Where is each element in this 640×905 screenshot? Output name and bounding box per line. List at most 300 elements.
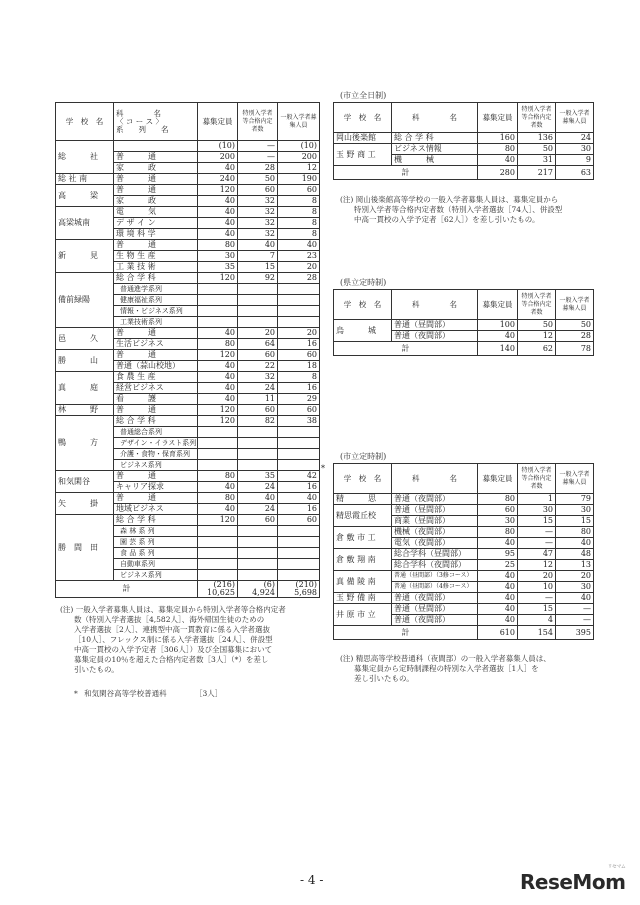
cell-gen: —	[556, 615, 594, 626]
cell-cap: 40	[198, 229, 238, 240]
cell-gen: 15	[556, 516, 594, 527]
footnote-mark: *	[74, 689, 78, 698]
cell-gen: 40	[278, 240, 320, 251]
school-name: 邑 久	[56, 328, 114, 350]
total-gen: 78	[556, 342, 594, 356]
footnote-value: ［3人］	[195, 689, 223, 698]
cell-gen: 16	[278, 383, 320, 394]
note-line: 入学者選抜［2人］、連携型中高一貫教育に係る入学者選抜	[74, 625, 271, 634]
table-row	[334, 144, 594, 155]
school-name: 倉 敷 市 工	[334, 527, 392, 549]
cell-sp: 136	[518, 133, 556, 144]
course-name: デザイン・イラスト系列	[114, 438, 198, 449]
cell-sp: 50	[518, 320, 556, 331]
cell-cap: 40	[478, 593, 518, 604]
school-name: 玉 野 商 工	[334, 144, 392, 166]
footnote-text: 和気閑谷高等学校普通科	[84, 689, 167, 698]
school-name: 岡山後楽館	[334, 133, 392, 144]
cell-sp	[238, 306, 278, 317]
col-special-header: 特別入学者等合格内定者数	[518, 290, 556, 320]
school-name: 精 思	[334, 494, 392, 505]
course-name: 普 通	[114, 328, 198, 339]
course-name: 普 通	[114, 152, 198, 163]
cell-sp: 12	[518, 331, 556, 342]
pref-parttime-table	[333, 289, 594, 356]
cell-gen: 8	[278, 229, 320, 240]
cell-sp: 32	[238, 196, 278, 207]
school-name: 林 野	[56, 405, 114, 416]
cell-cap: 80	[478, 527, 518, 538]
table-row	[56, 493, 320, 504]
cell-gen: 60	[278, 515, 320, 526]
course-name: 家 政	[114, 163, 198, 174]
total-cap: 610	[478, 626, 518, 640]
cell-sp	[238, 537, 278, 548]
cell-cap	[198, 559, 238, 570]
cell-gen: 8	[278, 207, 320, 218]
cell-gen	[278, 427, 320, 438]
cell-sp	[238, 526, 278, 537]
cell-gen: 29	[278, 394, 320, 405]
total-gen: 395	[556, 626, 594, 640]
cell-cap: 120	[198, 350, 238, 361]
cell-gen: 60	[278, 185, 320, 196]
cell-sp: —	[238, 152, 278, 163]
course-name: 総 合 学 科	[114, 515, 198, 526]
table-row	[334, 593, 594, 604]
cell-gen: 38	[278, 416, 320, 427]
cell-gen: 20	[556, 571, 594, 582]
cell-cap: 40	[478, 538, 518, 549]
cell-sp: 15	[518, 516, 556, 527]
cell-gen: 190	[278, 174, 320, 185]
total-special: (6) 4,924	[238, 581, 278, 598]
note-line: (注) 精思高等学校普通科（夜間部）の一般入学者募集人員は、	[340, 654, 551, 663]
cell-sp: 10	[518, 582, 556, 593]
school-name: 高梁城南	[56, 207, 114, 240]
course-name: 普通（夜間部）	[392, 494, 478, 505]
course-name: 環 境 科 学	[114, 229, 198, 240]
cell-sp	[238, 570, 278, 581]
col-capacity-header: 募集定員	[478, 290, 518, 320]
cell-cap: 40	[198, 504, 238, 515]
total-sp: 217	[518, 166, 556, 180]
table-row	[56, 240, 320, 251]
table-row	[334, 320, 594, 331]
school-name: 新 見	[56, 240, 114, 273]
cell-gen	[278, 537, 320, 548]
cell-sp	[238, 317, 278, 328]
cell-sp: 60	[238, 405, 278, 416]
course-name: 普 通	[114, 493, 198, 504]
resemom-logo: ReseMom リセマム	[520, 864, 626, 894]
course-name: 普通（蒜山校地）	[114, 361, 198, 372]
page-number: - 4 -	[300, 873, 324, 887]
cell-sp: 50	[518, 144, 556, 155]
cell-cap	[198, 449, 238, 460]
total-capacity: (216) 10,625	[198, 581, 238, 598]
course-name: 介護・食物・保育系列	[114, 449, 198, 460]
note-line: 差し引いたもの。	[354, 674, 414, 683]
cell-gen: 50	[556, 320, 594, 331]
cell-cap: 25	[478, 560, 518, 571]
cell-gen	[278, 559, 320, 570]
cell-sp: 35	[238, 471, 278, 482]
city-fulltime-caption: (市立全日制)	[340, 91, 387, 100]
cell-gen: 16	[278, 339, 320, 350]
cell-cap: 80	[478, 494, 518, 505]
cell-gen	[278, 526, 320, 537]
col-course-header: 科 名	[392, 290, 478, 320]
table-row	[334, 133, 594, 144]
course-name: 電気（夜間部）	[392, 538, 478, 549]
cell-sp: 24	[238, 482, 278, 493]
cell-cap: 40	[198, 394, 238, 405]
course-name: 経営ビジネス	[114, 383, 198, 394]
cell-cap	[198, 427, 238, 438]
cell-cap: 120	[198, 405, 238, 416]
cell-cap	[198, 570, 238, 581]
course-name: ビジネス系列	[114, 570, 198, 581]
cell-cap: 120	[198, 515, 238, 526]
table-row	[56, 350, 320, 361]
cell-cap: 30	[478, 516, 518, 527]
cell-gen: 80	[556, 527, 594, 538]
note-line: ［10人］、フレックス制に係る入学者選抜［24人］、併設型	[74, 635, 273, 644]
course-name: 自動車系列	[114, 559, 198, 570]
col-general-header: 一般入学者募集人員	[278, 103, 320, 141]
cell-cap: 40	[198, 163, 238, 174]
cell-sp: 15	[518, 604, 556, 615]
course-name: 森 林 系 列	[114, 526, 198, 537]
cell-sp: —	[518, 593, 556, 604]
table-row	[56, 185, 320, 196]
course-name: 総 合 学 科	[114, 416, 198, 427]
total-label: 計	[334, 626, 478, 640]
cell-gen: (10)	[278, 141, 320, 152]
cell-gen: 28	[278, 273, 320, 284]
cell-sp: 82	[238, 416, 278, 427]
course-name: 電 気	[114, 207, 198, 218]
school-name: 玉 野 備 南	[334, 593, 392, 604]
cell-gen: 40	[278, 493, 320, 504]
cell-cap: 40	[478, 604, 518, 615]
course-name: ビジネス系列	[114, 460, 198, 471]
footnote-star-marker: *	[321, 464, 325, 473]
col-capacity-header: 募集定員	[478, 464, 518, 494]
course-name: 普通進学系列	[114, 284, 198, 295]
cell-gen: 18	[278, 361, 320, 372]
cell-sp	[238, 449, 278, 460]
table-row	[334, 571, 594, 582]
cell-sp: 50	[238, 174, 278, 185]
cell-cap: 40	[198, 482, 238, 493]
course-name: 健康福祉系列	[114, 295, 198, 306]
school-name: 真 庭	[56, 372, 114, 405]
table-row	[56, 207, 320, 218]
total-gen: 63	[556, 166, 594, 180]
course-name: 普 通	[114, 185, 198, 196]
cell-cap	[198, 284, 238, 295]
col-special-header: 特別入学者等合格内定者数	[518, 103, 556, 133]
cell-sp: —	[518, 538, 556, 549]
cell-gen: 8	[278, 196, 320, 207]
total-sp: 62	[518, 342, 556, 356]
note-line: (注) 岡山後楽館高等学校の一般入学者募集人員は、募集定員から	[340, 195, 559, 204]
cell-gen	[278, 284, 320, 295]
cell-cap: 35	[198, 262, 238, 273]
table-row	[334, 527, 594, 538]
note-line: 募集定員の10％を超えた合格内定者数［3人］（*）を差し	[74, 655, 269, 664]
cell-cap: 95	[478, 549, 518, 560]
course-name: 工 業 技 術	[114, 262, 198, 273]
total-cap: 280	[478, 166, 518, 180]
cell-sp: 24	[238, 504, 278, 515]
cell-sp: 30	[518, 505, 556, 516]
cell-cap	[198, 548, 238, 559]
city-parttime-note	[340, 654, 602, 684]
table-row	[56, 515, 320, 526]
cell-sp	[238, 460, 278, 471]
cell-gen: 12	[278, 163, 320, 174]
cell-cap: 120	[198, 185, 238, 196]
cell-cap: 80	[478, 144, 518, 155]
cell-gen	[278, 449, 320, 460]
cell-gen: 20	[278, 262, 320, 273]
total-cap: 140	[478, 342, 518, 356]
cell-cap: 40	[478, 331, 518, 342]
cell-cap: (10)	[198, 141, 238, 152]
cell-gen: 200	[278, 152, 320, 163]
left-note	[60, 605, 320, 699]
cell-sp	[238, 559, 278, 570]
cell-sp: 22	[238, 361, 278, 372]
cell-gen: 28	[556, 331, 594, 342]
cell-cap: 40	[198, 383, 238, 394]
course-name: 普通（昼間部）	[392, 320, 478, 331]
cell-cap: 40	[198, 218, 238, 229]
cell-cap: 80	[198, 339, 238, 350]
course-name: 総 合 学 科	[114, 273, 198, 284]
cell-gen: 16	[278, 482, 320, 493]
cell-cap: 40	[478, 571, 518, 582]
cell-gen	[278, 570, 320, 581]
course-name: 機械（夜間部）	[392, 527, 478, 538]
col-capacity-header: 募集定員	[478, 103, 518, 133]
school-name: 鴨 方	[56, 416, 114, 471]
cell-gen: 42	[278, 471, 320, 482]
school-name: 備前緑陽	[56, 273, 114, 328]
total-label: 計	[56, 581, 198, 598]
cell-sp: 4	[518, 615, 556, 626]
cell-gen: 40	[556, 538, 594, 549]
cell-gen: 40	[556, 593, 594, 604]
col-course-header: 科 名	[392, 464, 478, 494]
course-name	[114, 141, 198, 152]
cell-gen: 8	[278, 218, 320, 229]
cell-gen: 30	[556, 144, 594, 155]
pref-parttime-caption: (県立定時制)	[340, 278, 387, 287]
cell-gen: 16	[278, 504, 320, 515]
cell-gen: 13	[556, 560, 594, 571]
cell-sp: —	[238, 141, 278, 152]
cell-sp: 32	[238, 218, 278, 229]
cell-sp: 40	[238, 493, 278, 504]
col-general-header: 一般入学者募集人員	[556, 103, 594, 133]
cell-sp: —	[518, 527, 556, 538]
cell-sp: 7	[238, 251, 278, 262]
cell-cap: 80	[198, 240, 238, 251]
cell-sp: 28	[238, 163, 278, 174]
main-admission-table	[55, 102, 320, 598]
course-name: キャリア探求	[114, 482, 198, 493]
city-fulltime-table	[333, 102, 594, 180]
course-name: 普 通	[114, 240, 198, 251]
cell-sp: 24	[238, 383, 278, 394]
col-school-header: 学 校 名	[56, 103, 114, 141]
cell-cap	[198, 438, 238, 449]
col-course-header: 科 名 〈 コ ー ス 〉 系 列 名	[114, 103, 198, 141]
col-special-header: 特別入学者等合格内定者数	[238, 103, 278, 141]
note-line: 中高一貫校の入学予定者［62人］）を差し引いたもの。	[354, 215, 540, 224]
cell-cap	[198, 306, 238, 317]
school-name: 烏 城	[334, 320, 392, 342]
cell-cap: 160	[478, 133, 518, 144]
course-name: 普通（昼間部）	[392, 505, 478, 516]
cell-cap: 40	[198, 328, 238, 339]
note-line: 中高一貫校の入学予定者［306人］）及び全国募集において	[74, 645, 273, 654]
cell-cap	[198, 295, 238, 306]
cell-sp	[238, 295, 278, 306]
course-name: ビジネス情報	[392, 144, 478, 155]
cell-sp: 64	[238, 339, 278, 350]
col-general-header: 一般入学者募集人員	[556, 464, 594, 494]
course-name: 普通（夜間部）	[392, 615, 478, 626]
course-name: 総合学科（夜間部）	[392, 560, 478, 571]
note-line: 数（特別入学者選抜［4,582人］、海外帰国生徒のための	[74, 615, 265, 624]
cell-gen: 79	[556, 494, 594, 505]
cell-sp: 20	[238, 328, 278, 339]
cell-cap: 40	[478, 615, 518, 626]
table-row	[334, 494, 594, 505]
course-name: 生 物 生 産	[114, 251, 198, 262]
course-name: 普通（昼間部）	[392, 604, 478, 615]
city-fulltime-note	[340, 195, 602, 225]
cell-sp: 32	[238, 207, 278, 218]
cell-sp: 11	[238, 394, 278, 405]
table-row	[56, 416, 320, 427]
cell-cap: 40	[198, 372, 238, 383]
cell-cap: 200	[198, 152, 238, 163]
cell-gen: —	[556, 604, 594, 615]
cell-sp: 60	[238, 185, 278, 196]
total-label: 計	[334, 342, 478, 356]
note-line: 引いたもの。	[74, 665, 119, 674]
cell-gen	[278, 548, 320, 559]
note-line: 特別入学者等合格内定者数（特別入学者選抜［74人］、併設型	[354, 205, 563, 214]
total-sp: 154	[518, 626, 556, 640]
school-name: 勝 山	[56, 350, 114, 372]
cell-gen: 9	[556, 155, 594, 166]
cell-cap: 240	[198, 174, 238, 185]
cell-cap	[198, 526, 238, 537]
city-parttime-table	[333, 463, 594, 640]
cell-gen	[278, 460, 320, 471]
course-name: 普 通	[114, 471, 198, 482]
col-general-header: 一般入学者募集人員	[556, 290, 594, 320]
school-name: 高 梁	[56, 185, 114, 207]
cell-sp	[238, 438, 278, 449]
col-school-header: 学 校 名	[334, 103, 392, 133]
course-name: 食 品 系 列	[114, 548, 198, 559]
course-name: 情報・ビジネス系列	[114, 306, 198, 317]
school-name: 精思霞丘校	[334, 505, 392, 527]
cell-cap: 100	[478, 320, 518, 331]
cell-cap: 40	[198, 361, 238, 372]
cell-cap: 40	[198, 207, 238, 218]
total-label: 計	[334, 166, 478, 180]
table-row	[56, 471, 320, 482]
course-name: 普通（夜間部）	[392, 593, 478, 604]
table-row	[56, 405, 320, 416]
col-course-header: 科 名	[392, 103, 478, 133]
course-name: 総 合 学 科	[392, 133, 478, 144]
table-row	[56, 141, 320, 152]
table-row	[56, 273, 320, 284]
table-row	[334, 505, 594, 516]
table-row	[334, 604, 594, 615]
cell-sp	[238, 427, 278, 438]
school-name: 総 社	[56, 141, 114, 174]
cell-cap: 40	[198, 196, 238, 207]
school-name: 総 社 南	[56, 174, 114, 185]
cell-sp: 15	[238, 262, 278, 273]
cell-cap	[198, 537, 238, 548]
course-name: 工業技術系列	[114, 317, 198, 328]
cell-sp: 20	[518, 571, 556, 582]
course-name: 普 通	[114, 405, 198, 416]
cell-sp: 32	[238, 372, 278, 383]
course-name: 普 通	[114, 350, 198, 361]
course-name: 食 農 生 産	[114, 372, 198, 383]
course-name: 地域ビジネス	[114, 504, 198, 515]
col-special-header: 特別入学者等合格内定者数	[518, 464, 556, 494]
cell-sp: 47	[518, 549, 556, 560]
cell-gen: 60	[278, 405, 320, 416]
cell-gen	[278, 306, 320, 317]
cell-cap: 120	[198, 273, 238, 284]
course-name: 普通（夜間部）	[392, 331, 478, 342]
cell-cap: 40	[478, 582, 518, 593]
cell-cap	[198, 460, 238, 471]
cell-cap: 60	[478, 505, 518, 516]
cell-sp: 12	[518, 560, 556, 571]
col-school-header: 学 校 名	[334, 464, 392, 494]
cell-gen	[278, 295, 320, 306]
cell-cap: 120	[198, 416, 238, 427]
cell-cap: 80	[198, 493, 238, 504]
school-name: 和気閑谷	[56, 471, 114, 493]
cell-sp: 60	[238, 350, 278, 361]
cell-cap: 40	[478, 155, 518, 166]
school-name: 矢 掛	[56, 493, 114, 515]
course-name: 商業（昼間部）	[392, 516, 478, 527]
note-line: (注) 一般入学者募集人員は、募集定員から特別入学者等合格内定者	[60, 605, 286, 614]
cell-gen: 30	[556, 505, 594, 516]
course-name: 園 芸 系 列	[114, 537, 198, 548]
cell-cap: 30	[198, 251, 238, 262]
cell-sp: 60	[238, 515, 278, 526]
